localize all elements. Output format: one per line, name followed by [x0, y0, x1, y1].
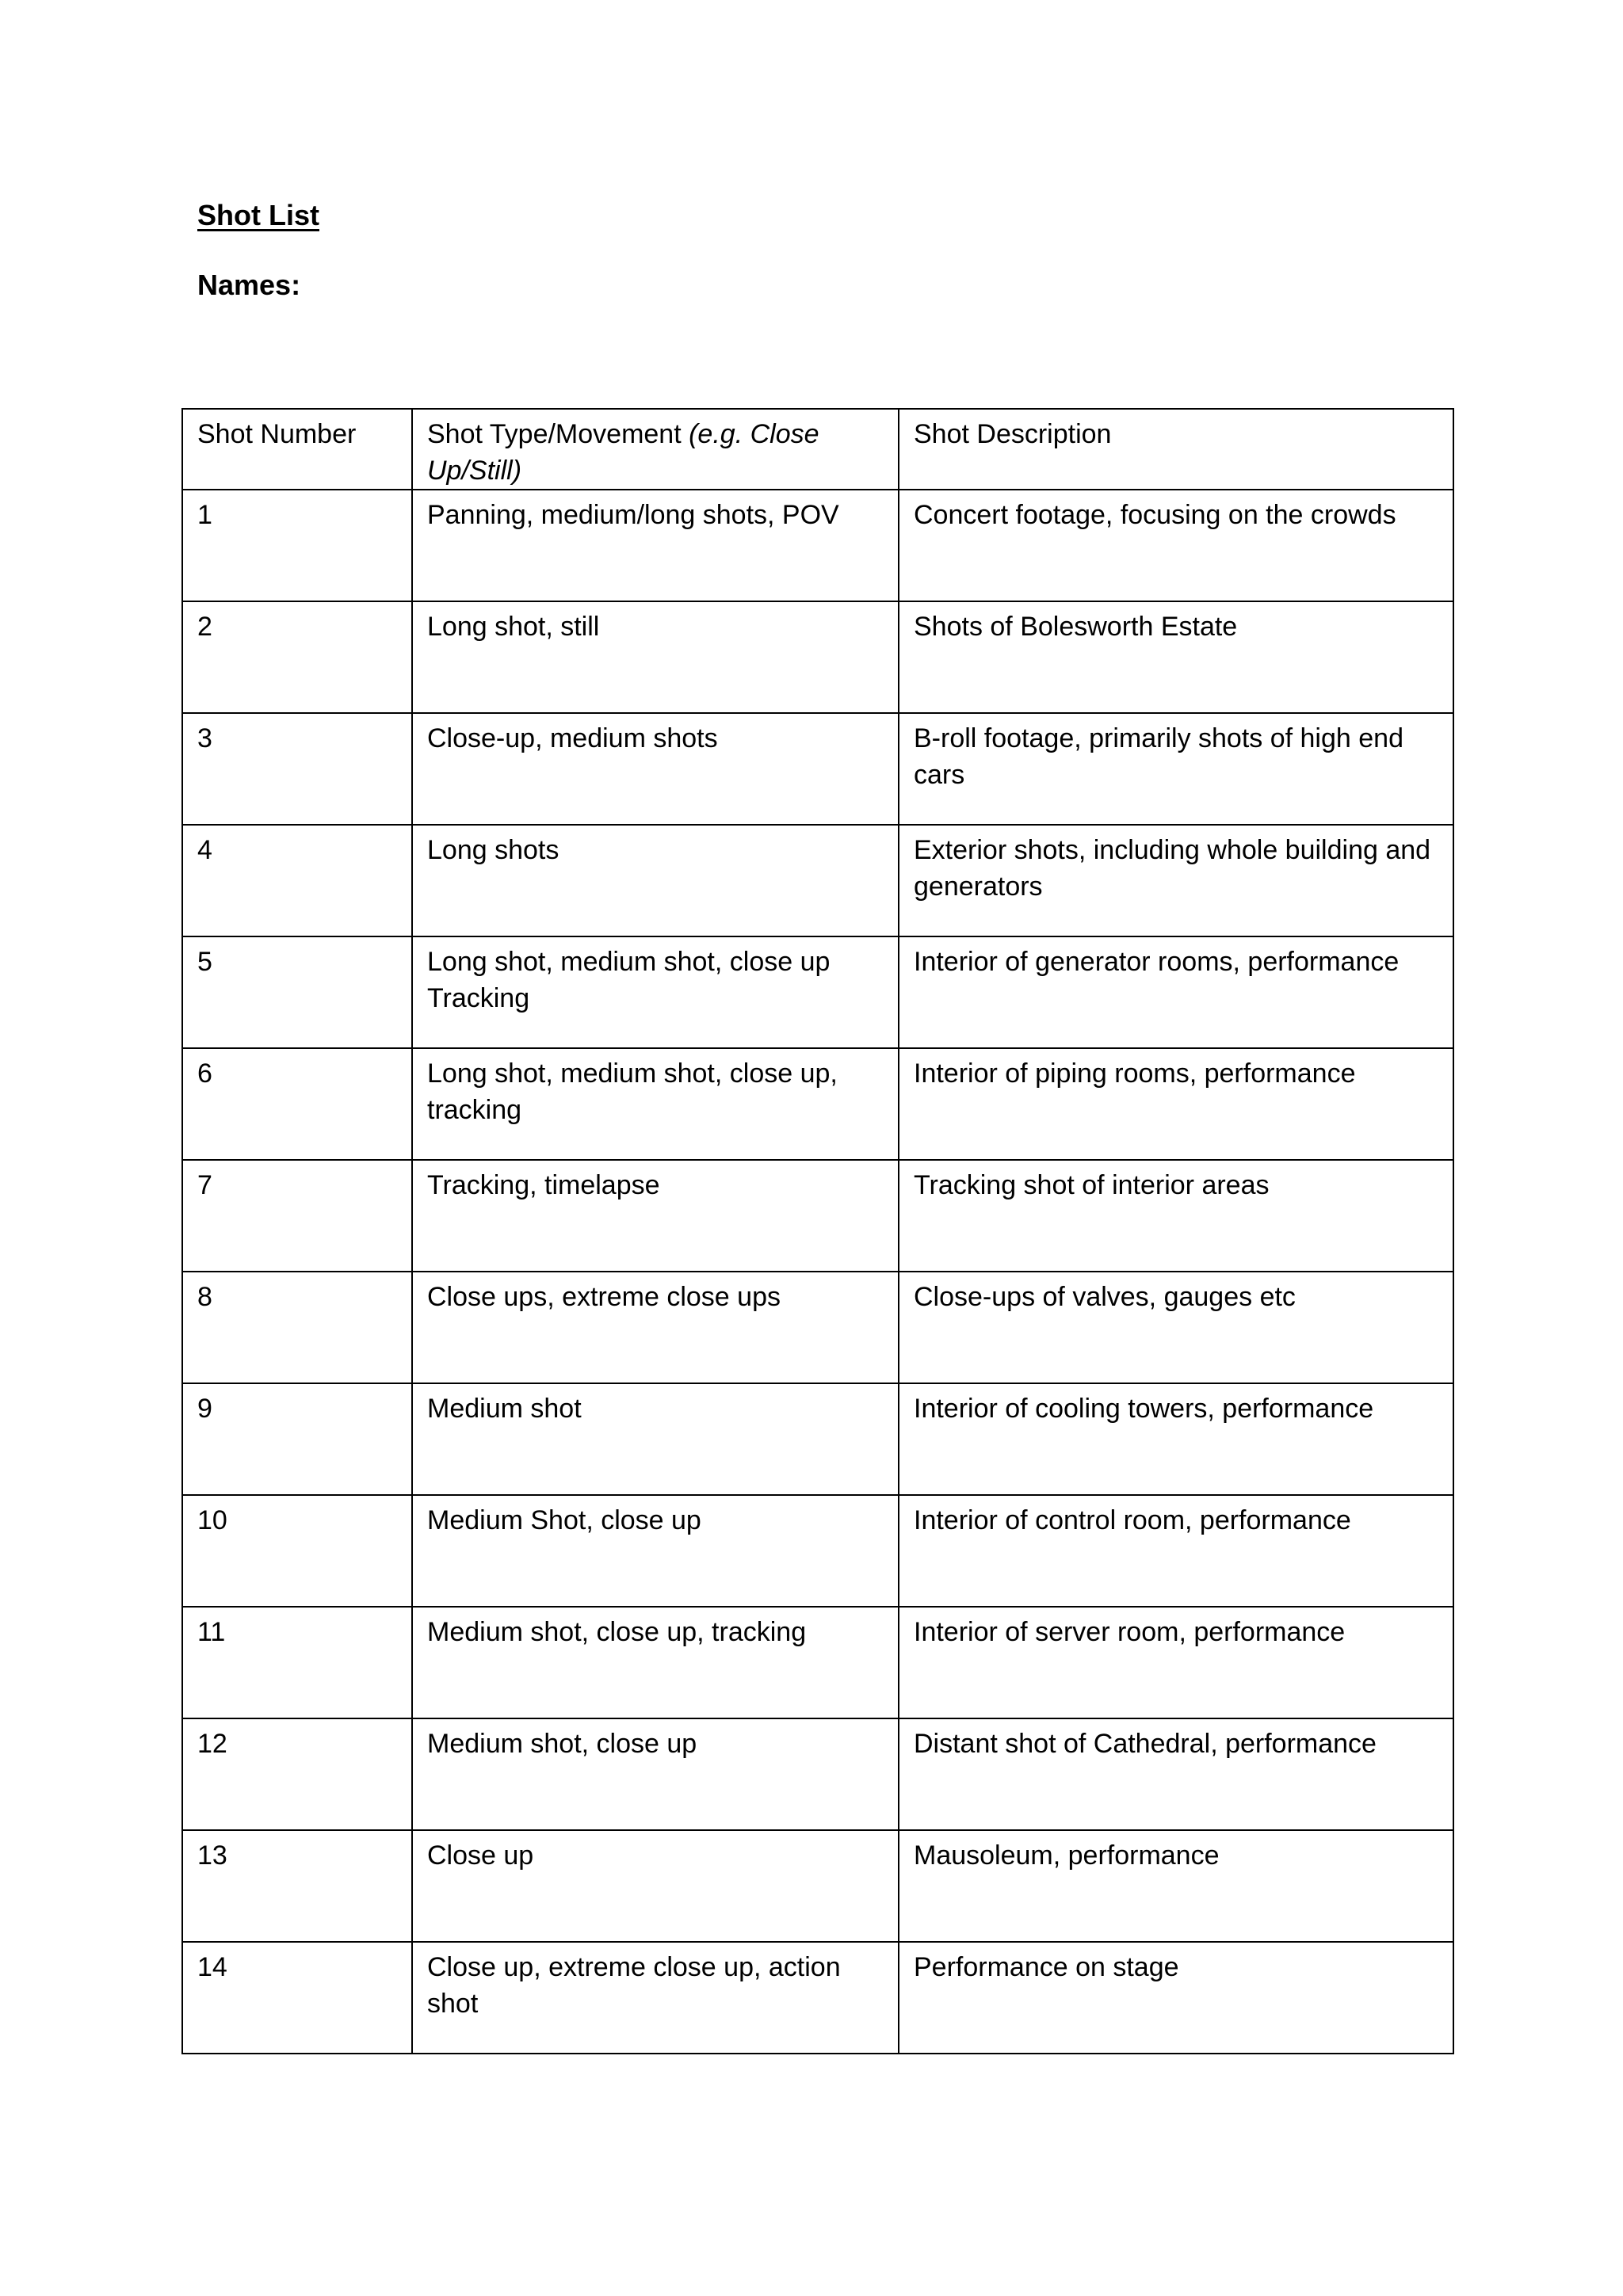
cell-shot-number: 12 [182, 1718, 412, 1830]
cell-shot-description: Performance on stage [899, 1942, 1453, 2054]
cell-shot-type: Close up, extreme close up, action shot [412, 1942, 899, 2054]
cell-shot-description: Close-ups of valves, gauges etc [899, 1272, 1453, 1383]
cell-shot-type: Close-up, medium shots [412, 713, 899, 825]
cell-shot-description: Concert footage, focusing on the crowds [899, 490, 1453, 601]
cell-shot-number: 5 [182, 936, 412, 1048]
cell-shot-number: 3 [182, 713, 412, 825]
cell-shot-number: 4 [182, 825, 412, 936]
header-shot-type-example: (e.g. Close Up/Still) [427, 419, 819, 486]
cell-shot-type: Medium shot, close up [412, 1718, 899, 1830]
cell-shot-number: 13 [182, 1830, 412, 1942]
cell-shot-description: Interior of piping rooms, performance [899, 1048, 1453, 1160]
cell-shot-description: Shots of Bolesworth Estate [899, 601, 1453, 713]
table-header-row [182, 409, 1453, 490]
cell-shot-number: 10 [182, 1495, 412, 1607]
cell-shot-number: 6 [182, 1048, 412, 1160]
header-shot-type [412, 409, 899, 490]
cell-shot-type: Long shot, medium shot, close up Tracking [412, 936, 899, 1048]
cell-shot-description: B-roll footage, primarily shots of high end cars [899, 713, 1453, 825]
cell-shot-type: Long shot, medium shot, close up, tracking [412, 1048, 899, 1160]
cell-shot-number: 7 [182, 1160, 412, 1272]
table-row [182, 601, 1453, 713]
cell-shot-description: Interior of control room, performance [899, 1495, 1453, 1607]
header-shot-type-label: Shot Type/Movement [427, 419, 689, 449]
table-row [182, 1383, 1453, 1495]
document-title: Shot List [197, 199, 319, 231]
cell-shot-type: Medium shot [412, 1383, 899, 1495]
cell-shot-description: Interior of generator rooms, performance [899, 936, 1453, 1048]
header-shot-number: Shot Number [182, 409, 412, 490]
cell-shot-description: Mausoleum, performance [899, 1830, 1453, 1942]
cell-shot-number: 1 [182, 490, 412, 601]
cell-shot-number: 14 [182, 1942, 412, 2054]
table-row [182, 1272, 1453, 1383]
cell-shot-description: Interior of cooling towers, performance [899, 1383, 1453, 1495]
cell-shot-type: Medium Shot, close up [412, 1495, 899, 1607]
table-row [182, 1160, 1453, 1272]
names-label: Names: [197, 269, 301, 301]
cell-shot-number: 11 [182, 1607, 412, 1718]
cell-shot-number: 9 [182, 1383, 412, 1495]
cell-shot-type: Panning, medium/long shots, POV [412, 490, 899, 601]
table-row [182, 490, 1453, 601]
cell-shot-description: Interior of server room, performance [899, 1607, 1453, 1718]
table-row [182, 1718, 1453, 1830]
table-row [182, 1607, 1453, 1718]
cell-shot-type: Long shot, still [412, 601, 899, 713]
cell-shot-description: Tracking shot of interior areas [899, 1160, 1453, 1272]
cell-shot-type: Close ups, extreme close ups [412, 1272, 899, 1383]
cell-shot-number: 2 [182, 601, 412, 713]
cell-shot-description: Distant shot of Cathedral, performance [899, 1718, 1453, 1830]
cell-shot-type: Medium shot, close up, tracking [412, 1607, 899, 1718]
table-row [182, 1495, 1453, 1607]
table-row [182, 936, 1453, 1048]
cell-shot-type: Long shots [412, 825, 899, 936]
table-row [182, 825, 1453, 936]
cell-shot-description: Exterior shots, including whole building and generators [899, 825, 1453, 936]
cell-shot-type: Close up [412, 1830, 899, 1942]
shot-list-table [181, 408, 1454, 2054]
table-row [182, 1942, 1453, 2054]
table-row [182, 1048, 1453, 1160]
cell-shot-type: Tracking, timelapse [412, 1160, 899, 1272]
table-row [182, 713, 1453, 825]
cell-shot-number: 8 [182, 1272, 412, 1383]
header-shot-description: Shot Description [899, 409, 1453, 490]
table-row [182, 1830, 1453, 1942]
